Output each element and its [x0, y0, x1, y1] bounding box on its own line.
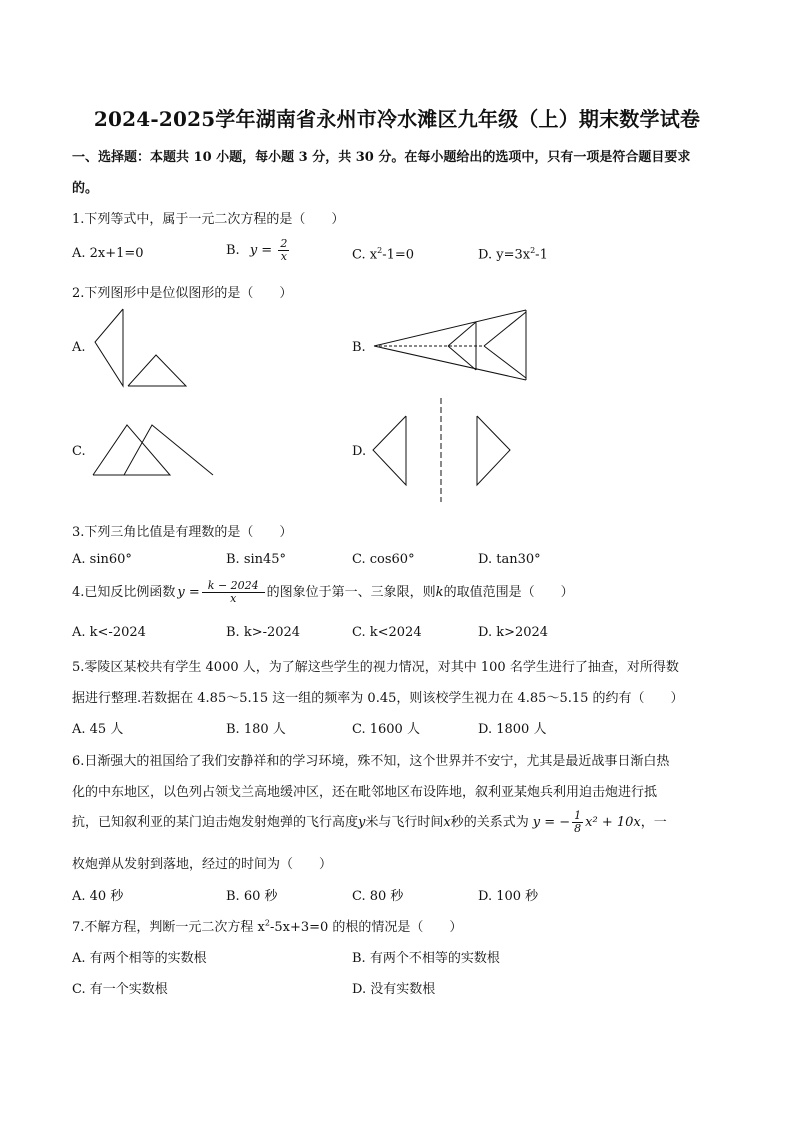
q2-figure-c — [90, 422, 220, 478]
q5-stem-line1: 5.零陵区某校共有学生 4000 人，为了解这些学生的视力情况，对其中 100 名学生进行了抽查，对所得数 — [72, 660, 679, 675]
page-title: 2024-2025学年湖南省永州市冷水滩区九年级（上）期末数学试卷 — [93, 107, 701, 131]
q3-option-a: A. sin60° — [72, 552, 132, 567]
q5-option-b: B. 180 人 — [226, 722, 286, 737]
q1-option-b — [226, 238, 291, 263]
q6-formula-fraction: $\frac{1}{8}$ — [574, 809, 582, 835]
q6-option-b: B. 60 秒 — [226, 889, 278, 904]
q3-option-b: B. sin45° — [226, 552, 287, 567]
q2-option-a: A. — [72, 340, 86, 355]
section-instructions-line1: 一、选择题：本题共 10 小题，每小题 3 分，共 30 分。在每小题给出的选项中，只有一项是符合题目要求 — [72, 150, 691, 165]
q3-stem: 3.下列三角比值是有理数的是（ ） — [72, 525, 293, 540]
q7-option-b: B. 有两个不相等的实数根 — [352, 951, 500, 966]
q7-option-c: C. 有一个实数根 — [72, 982, 168, 997]
q4-option-d: D. k>2024 — [478, 625, 549, 640]
section-instructions-line2: 的。 — [72, 181, 99, 196]
q2-figure-d — [370, 396, 515, 504]
q6-stem-line3: 抗，已知叙利亚的某门迫击炮发射炮弹的飞行高度y米与飞行时间x秒的关系式为 y = − $\frac{1}{8}$ x² + 10x，一 — [72, 809, 667, 835]
q2-option-c: C. — [72, 444, 86, 459]
q5-option-c: C. 1600 人 — [352, 722, 420, 737]
q3-option-d: D. tan30° — [478, 552, 541, 567]
q6-option-d: D. 100 秒 — [478, 889, 539, 904]
q1-option-b-prefix: B. — [226, 243, 240, 258]
q1-option-c: C. $x^2-1=0$ — [352, 246, 415, 263]
q1-stem: 1.下列等式中，属于一元二次方程的是（ ） — [72, 212, 345, 227]
q6-stem-line2: 化的中东地区，以色列占领戈兰高地缓冲区，还在毗邻地区布设阵地，叙利亚某炮兵利用迫击炮进行抵 — [72, 785, 658, 800]
q5-option-d: D. 1800 人 — [478, 722, 547, 737]
q1-option-b-fraction — [278, 238, 289, 263]
q6-stem-line4: 枚炮弹从发射到落地，经过的时间为（ ） — [72, 857, 333, 872]
q5-option-a: A. 45 人 — [72, 722, 124, 737]
q2-stem: 2.下列图形中是位似图形的是（ ） — [72, 286, 293, 301]
q1-option-b-denominator: x — [280, 250, 287, 263]
q4-fraction: $\frac{k - 2024}{x}$ — [202, 580, 265, 605]
q2-figure-b — [368, 308, 533, 383]
q3-option-c: C. cos60° — [352, 552, 415, 567]
q1-option-b-lhs: y = — [249, 243, 273, 258]
q7-option-d: D. 没有实数根 — [352, 982, 436, 997]
q6-option-a: A. 40 秒 — [72, 889, 124, 904]
q1-option-b-numerator: 2 — [280, 237, 288, 250]
q1-option-d: D. $y=3x^2-1$ — [478, 246, 548, 263]
q7-stem: 7.不解方程，判断一元二次方程 $x^2-5x+3=0$ 的根的情况是（ ） — [72, 918, 463, 935]
q4-option-c: C. k<2024 — [352, 625, 422, 640]
q2-option-b: B. — [352, 340, 366, 355]
q4-option-b: B. k>-2024 — [226, 625, 301, 640]
q6-option-c: C. 80 秒 — [352, 889, 404, 904]
q1-option-a: A. 2x+1=0 — [72, 246, 144, 261]
q4-stem: 4.已知反比例函数 y = $\frac{k - 2024}{x}$ 的图象位于第一、三象限，则k的取值范围是（ ） — [72, 579, 574, 605]
q5-stem-line2: 据进行整理.若数据在 4.85～5.15 这一组的频率为 0.45，则该校学生视力在 4.85～5.15 的约有（ ） — [72, 691, 684, 706]
q2-figure-a — [88, 306, 198, 386]
q7-option-a: A. 有两个相等的实数根 — [72, 951, 207, 966]
q2-option-d: D. — [352, 444, 367, 459]
q6-stem-line1: 6.日渐强大的祖国给了我们安静祥和的学习环境，殊不知，这个世界并不安宁，尤其是最近战事日渐白热 — [72, 754, 670, 769]
q4-option-a: A. k<-2024 — [72, 625, 146, 640]
